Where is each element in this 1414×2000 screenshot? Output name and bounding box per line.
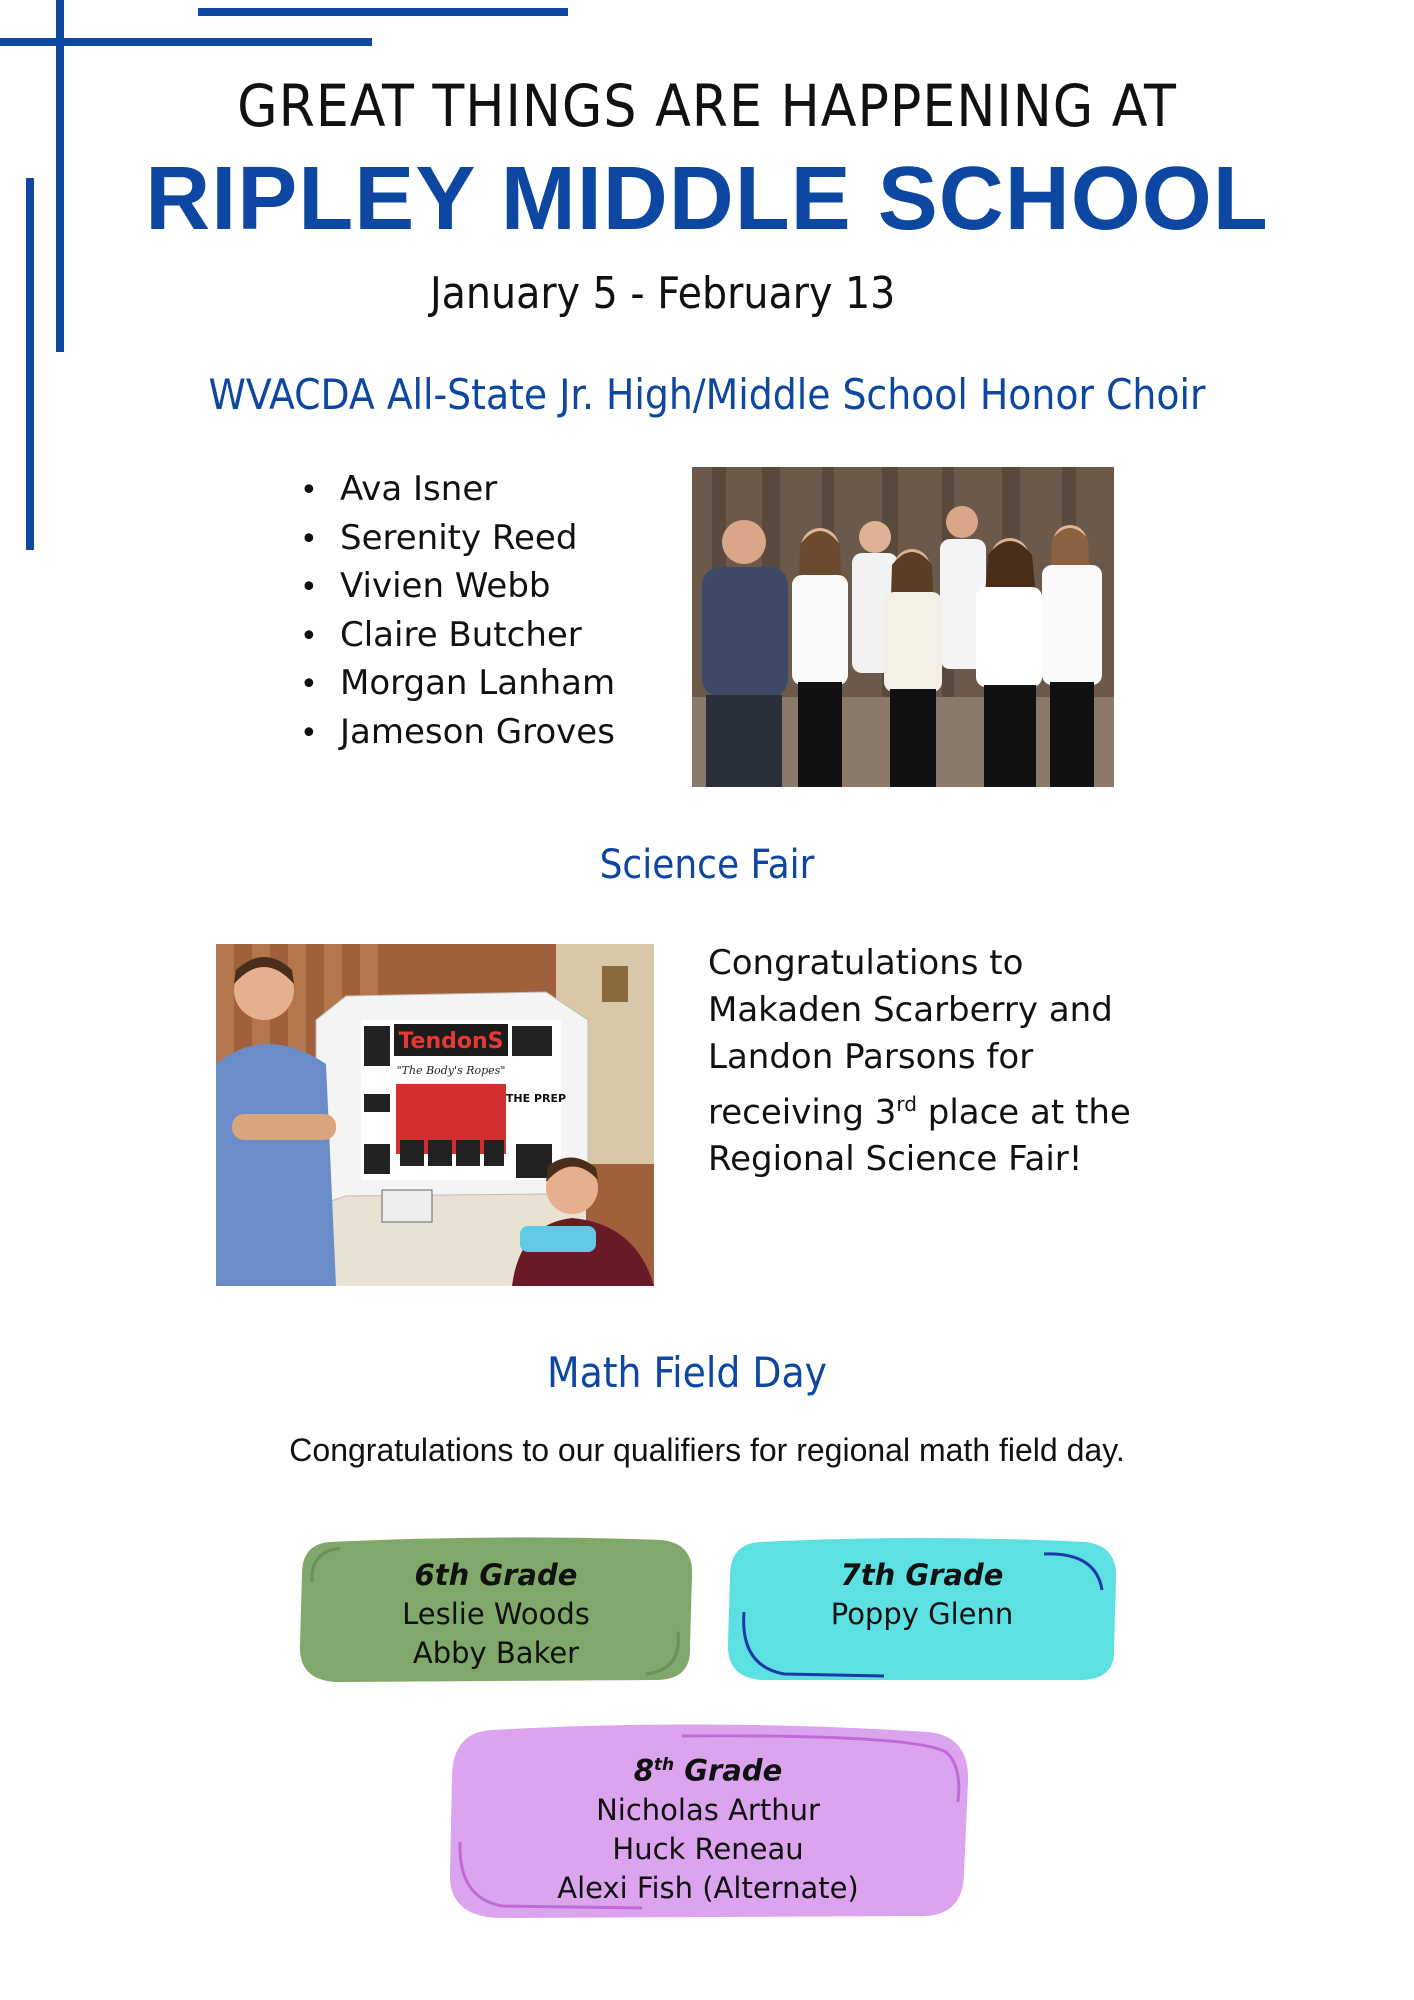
science-text-line: Congratulations to bbox=[708, 943, 1024, 983]
science-text-line: Regional Science Fair! bbox=[708, 1139, 1083, 1180]
poster-subtitle: "The Body's Ropes" bbox=[396, 1064, 506, 1077]
grade-6-card bbox=[296, 1536, 696, 1684]
grade-6-title: 6th Grade bbox=[414, 1558, 578, 1592]
science-text-line: Landon Parsons for bbox=[708, 1037, 1034, 1077]
date-range: January 5 - February 13 bbox=[430, 268, 896, 319]
math-field-day-title: Math Field Day bbox=[546, 1348, 828, 1397]
science-text-line: Makaden Scarberry and bbox=[708, 990, 1113, 1030]
list-item: • Serenity Reed bbox=[300, 515, 615, 564]
grade-7-title: 7th Grade bbox=[840, 1558, 1004, 1592]
grade-8-name: Huck Reneau bbox=[612, 1831, 804, 1866]
science-text-fragment: receiving 3 bbox=[708, 1092, 897, 1133]
grade-6-name: Abby Baker bbox=[412, 1636, 580, 1670]
science-fair-title: Science Fair bbox=[599, 842, 815, 888]
poster-title: TendonS bbox=[398, 1029, 504, 1054]
decor-line-top bbox=[198, 8, 568, 16]
choir-photo bbox=[692, 467, 1114, 787]
list-item: • Ava Isner bbox=[300, 466, 615, 515]
science-fair-text bbox=[708, 940, 1208, 1183]
list-item: • Claire Butcher bbox=[300, 612, 615, 661]
list-item: • Jameson Groves bbox=[300, 709, 615, 758]
grade-6-name: Leslie Woods bbox=[402, 1597, 590, 1631]
grade-8-title-number: 8 bbox=[633, 1753, 654, 1788]
poster-label: THE PREP bbox=[505, 1092, 567, 1105]
grade-8-title-text: Grade bbox=[674, 1753, 783, 1788]
list-item: • Morgan Lanham bbox=[300, 660, 615, 709]
grade-8-name: Alexi Fish (Alternate) bbox=[557, 1870, 859, 1905]
grade-7-card bbox=[724, 1536, 1120, 1684]
grade-8-title bbox=[442, 1746, 974, 1791]
math-intro-text: Congratulations to our qualifiers for regional math field day. bbox=[289, 1432, 1125, 1468]
grade-8-card bbox=[442, 1722, 974, 1922]
grade-7-name: Poppy Glenn bbox=[830, 1597, 1014, 1631]
ordinal-suffix: th bbox=[653, 1755, 675, 1775]
choir-members-list bbox=[300, 466, 615, 757]
header-tagline: GREAT THINGS ARE HAPPENING AT bbox=[237, 72, 1177, 140]
ordinal-suffix: rd bbox=[896, 1092, 917, 1116]
choir-title: WVACDA All-State Jr. High/Middle School Honor Choir bbox=[208, 370, 1206, 419]
list-item: • Vivien Webb bbox=[300, 563, 615, 612]
science-fair-photo bbox=[216, 944, 654, 1286]
science-text-line bbox=[708, 1081, 1208, 1136]
school-name: RIPLEY MIDDLE SCHOOL bbox=[145, 149, 1269, 249]
science-text-fragment: place at the bbox=[916, 1092, 1131, 1133]
grade-8-name: Nicholas Arthur bbox=[596, 1792, 820, 1827]
